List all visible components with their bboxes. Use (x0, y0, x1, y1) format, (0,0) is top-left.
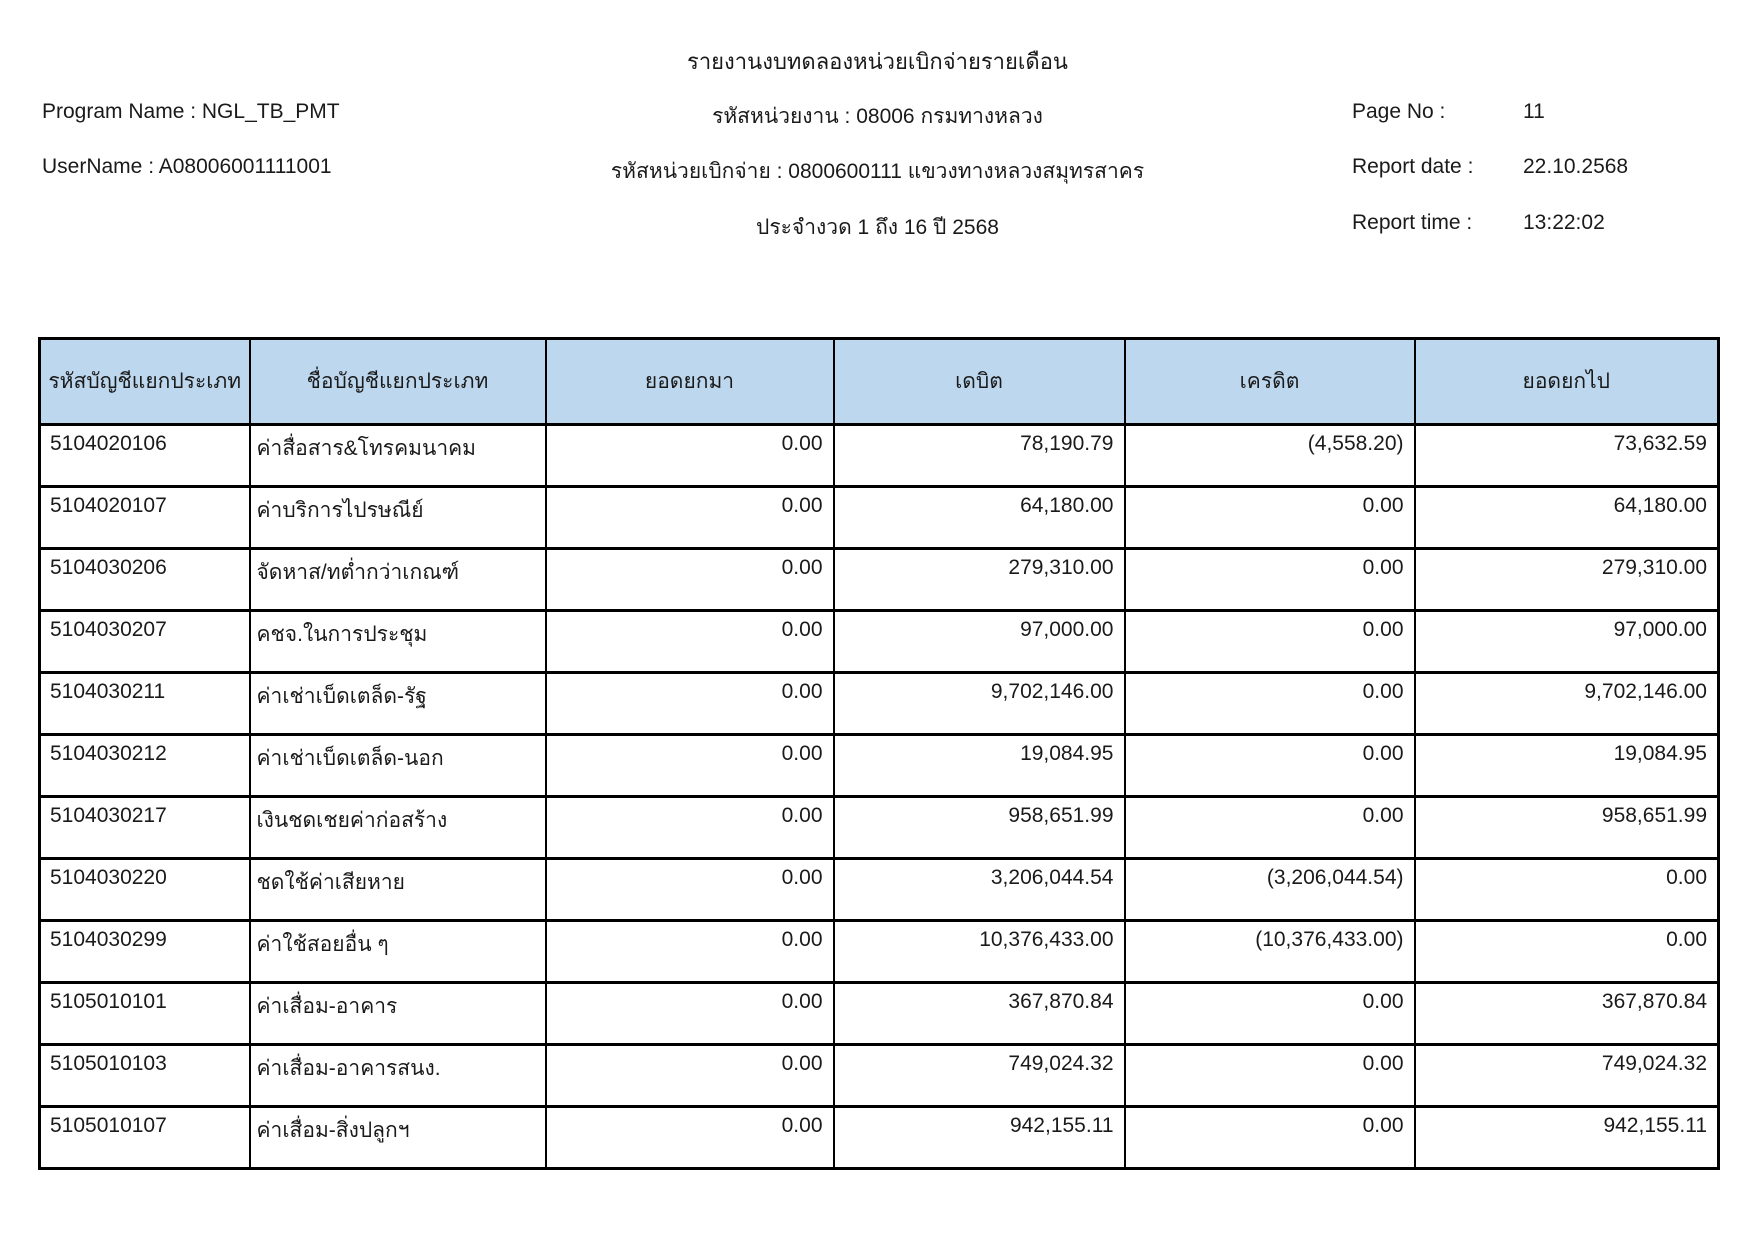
cell-debit: 9,702,146.00 (834, 673, 1125, 735)
cell-opening-balance: 0.00 (546, 983, 834, 1045)
disbursement-unit-value: 0800600111 แขวงทางหลวงสมุทรสาคร (788, 160, 1145, 183)
trial-balance-table (38, 337, 1720, 1170)
table-header-row (40, 339, 1719, 425)
cell-account-name: ค่าเช่าเบ็ดเตล็ด-นอก (250, 735, 546, 797)
cell-account-code: 5104030206 (40, 549, 250, 611)
cell-closing-balance: 97,000.00 (1415, 611, 1719, 673)
cell-debit: 78,190.79 (834, 425, 1125, 487)
cell-credit: 0.00 (1125, 983, 1415, 1045)
cell-account-name: ค่าเช่าเบ็ดเตล็ด-รัฐ (250, 673, 546, 735)
cell-account-code: 5105010101 (40, 983, 250, 1045)
username-value: A08006001111001 (158, 155, 332, 178)
cell-account-name: ค่าเสื่อม-สิ่งปลูกฯ (250, 1107, 546, 1169)
cell-closing-balance: 0.00 (1415, 921, 1719, 983)
disbursement-unit-line (0, 155, 1755, 188)
program-name-value: NGL_TB_PMT (201, 100, 340, 123)
table-row (40, 1107, 1719, 1169)
cell-opening-balance: 0.00 (546, 549, 834, 611)
cell-debit: 942,155.11 (834, 1107, 1125, 1169)
table-row (40, 859, 1719, 921)
cell-credit: 0.00 (1125, 735, 1415, 797)
cell-debit: 749,024.32 (834, 1045, 1125, 1107)
cell-debit: 279,310.00 (834, 549, 1125, 611)
cell-account-code: 5104030220 (40, 859, 250, 921)
cell-credit: (4,558.20) (1125, 425, 1415, 487)
cell-credit: (3,206,044.54) (1125, 859, 1415, 921)
cell-credit: 0.00 (1125, 797, 1415, 859)
column-header-opening-balance: ยอดยกมา (546, 339, 834, 425)
cell-account-name: ค่าบริการไปรษณีย์ (250, 487, 546, 549)
cell-credit: (10,376,433.00) (1125, 921, 1415, 983)
cell-account-code: 5104030207 (40, 611, 250, 673)
table-row (40, 425, 1719, 487)
cell-debit: 367,870.84 (834, 983, 1125, 1045)
cell-account-name: ค่าสื่อสาร&โทรคมนาคม (250, 425, 546, 487)
cell-opening-balance: 0.00 (546, 1045, 834, 1107)
cell-debit: 64,180.00 (834, 487, 1125, 549)
report-time-label: Report time : (1352, 211, 1473, 234)
cell-account-name: ค่าใช้สอยอื่น ๆ (250, 921, 546, 983)
period-line: ประจำงวด 1 ถึง 16 ปี 2568 (756, 216, 999, 239)
cell-opening-balance: 0.00 (546, 797, 834, 859)
cell-closing-balance: 958,651.99 (1415, 797, 1719, 859)
agency-code-value: 08006 กรมทางหลวง (856, 105, 1043, 128)
cell-opening-balance: 0.00 (546, 735, 834, 797)
cell-credit: 0.00 (1125, 611, 1415, 673)
cell-account-code: 5104030217 (40, 797, 250, 859)
report-title: รายงานงบทดลองหน่วยเบิกจ่ายรายเดือน (687, 49, 1068, 74)
cell-credit: 0.00 (1125, 1045, 1415, 1107)
cell-opening-balance: 0.00 (546, 859, 834, 921)
cell-opening-balance: 0.00 (546, 425, 834, 487)
cell-account-code: 5105010103 (40, 1045, 250, 1107)
table-row (40, 549, 1719, 611)
table-row (40, 735, 1719, 797)
cell-account-name: จัดหาส/ทต่ำกว่าเกณฑ์ (250, 549, 546, 611)
cell-account-name: คชจ.ในการประชุม (250, 611, 546, 673)
cell-opening-balance: 0.00 (546, 1107, 834, 1169)
table-row (40, 983, 1719, 1045)
disbursement-unit-label: รหัสหน่วยเบิกจ่าย : (610, 160, 783, 183)
table-row (40, 673, 1719, 735)
cell-account-name: เงินชดเชยค่าก่อสร้าง (250, 797, 546, 859)
cell-account-code: 5104020107 (40, 487, 250, 549)
report-date-label: Report date : (1352, 155, 1474, 178)
cell-account-code: 5104030299 (40, 921, 250, 983)
cell-debit: 97,000.00 (834, 611, 1125, 673)
table-row (40, 921, 1719, 983)
table-row (40, 487, 1719, 549)
page-no-value: 11 (1523, 100, 1545, 123)
cell-debit: 3,206,044.54 (834, 859, 1125, 921)
cell-debit: 19,084.95 (834, 735, 1125, 797)
cell-closing-balance: 749,024.32 (1415, 1045, 1719, 1107)
cell-credit: 0.00 (1125, 487, 1415, 549)
cell-debit: 10,376,433.00 (834, 921, 1125, 983)
table-row (40, 797, 1719, 859)
cell-account-code: 5105010107 (40, 1107, 250, 1169)
table-row (40, 1045, 1719, 1107)
cell-credit: 0.00 (1125, 1107, 1415, 1169)
cell-closing-balance: 73,632.59 (1415, 425, 1719, 487)
column-header-account-name: ชื่อบัญชีแยกประเภท (250, 339, 546, 425)
report-date-value: 22.10.2568 (1523, 155, 1629, 178)
username-label: UserName : (42, 155, 155, 178)
page-no-label: Page No : (1352, 100, 1446, 123)
column-header-debit: เดบิต (834, 339, 1125, 425)
cell-opening-balance: 0.00 (546, 487, 834, 549)
cell-account-name: ค่าเสื่อม-อาคาร (250, 983, 546, 1045)
cell-closing-balance: 9,702,146.00 (1415, 673, 1719, 735)
cell-closing-balance: 0.00 (1415, 859, 1719, 921)
agency-code-label: รหัสหน่วยงาน : (712, 105, 851, 128)
cell-account-code: 5104020106 (40, 425, 250, 487)
report-time-value: 13:22:02 (1523, 211, 1605, 234)
cell-account-name: ค่าเสื่อม-อาคารสนง. (250, 1045, 546, 1107)
cell-closing-balance: 942,155.11 (1415, 1107, 1719, 1169)
table-row (40, 611, 1719, 673)
cell-account-name: ชดใช้ค่าเสียหาย (250, 859, 546, 921)
cell-opening-balance: 0.00 (546, 921, 834, 983)
cell-closing-balance: 19,084.95 (1415, 735, 1719, 797)
cell-closing-balance: 64,180.00 (1415, 487, 1719, 549)
program-name-label: Program Name : (42, 100, 197, 123)
cell-closing-balance: 367,870.84 (1415, 983, 1719, 1045)
cell-credit: 0.00 (1125, 673, 1415, 735)
column-header-account-code: รหัสบัญชีแยกประเภท (40, 339, 250, 425)
cell-credit: 0.00 (1125, 549, 1415, 611)
cell-account-code: 5104030212 (40, 735, 250, 797)
cell-opening-balance: 0.00 (546, 611, 834, 673)
cell-opening-balance: 0.00 (546, 673, 834, 735)
cell-closing-balance: 279,310.00 (1415, 549, 1719, 611)
cell-debit: 958,651.99 (834, 797, 1125, 859)
column-header-closing-balance: ยอดยกไป (1415, 339, 1719, 425)
cell-account-code: 5104030211 (40, 673, 250, 735)
agency-code-line (0, 100, 1755, 133)
column-header-credit: เครดิต (1125, 339, 1415, 425)
